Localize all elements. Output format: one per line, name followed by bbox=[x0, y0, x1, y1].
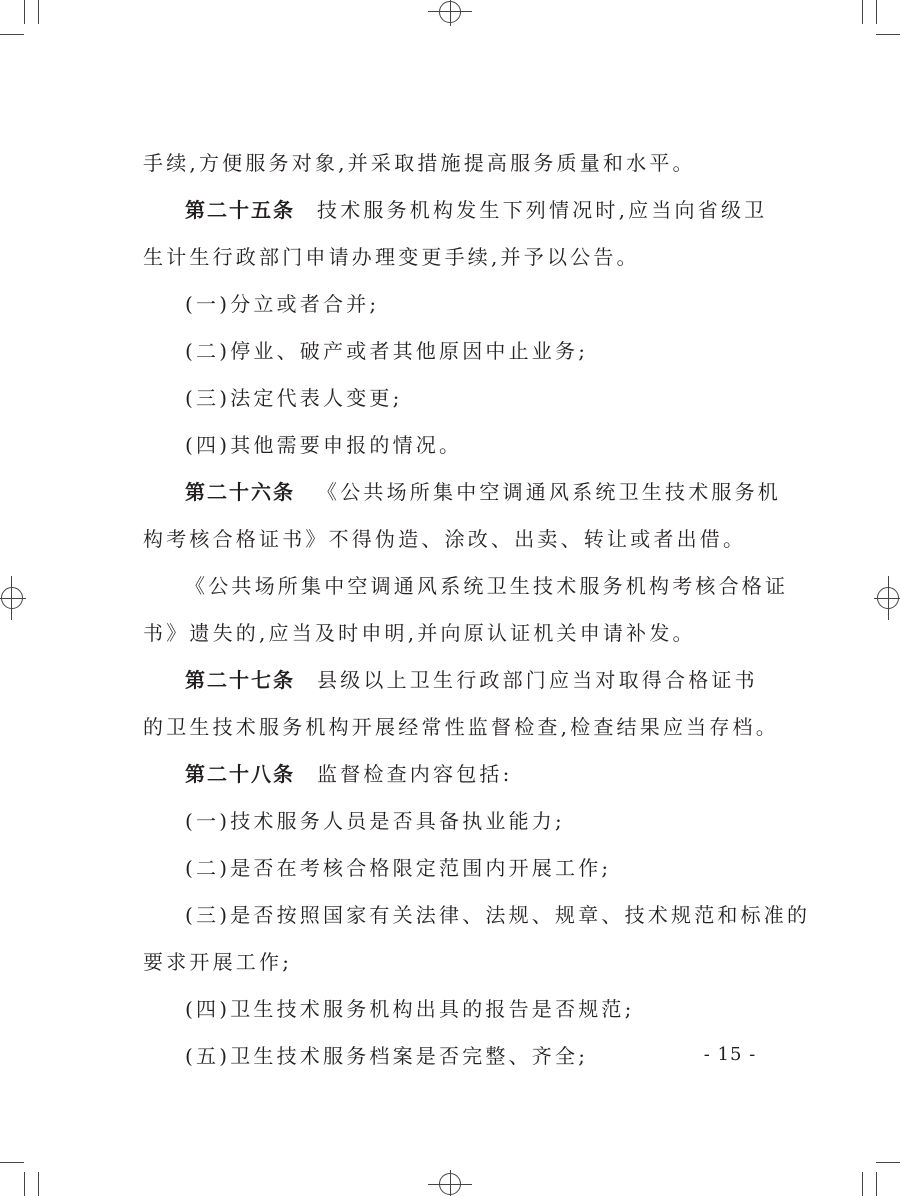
list-item: (一)技术服务人员是否具备执业能力; bbox=[185, 809, 565, 833]
list-item: (三)法定代表人变更; bbox=[185, 386, 403, 410]
text-line: 生计生行政部门申请办理变更手续,并予以公告。 bbox=[143, 245, 640, 269]
article-26-line bbox=[143, 469, 781, 516]
article-28-line bbox=[143, 751, 761, 798]
article-text: 技术服务机构发生下列情况时,应当向省级卫 bbox=[317, 198, 768, 222]
article-heading: 第二十七条 bbox=[185, 668, 295, 692]
list-item: (二)是否在考核合格限定范围内开展工作; bbox=[185, 856, 612, 880]
document-body bbox=[143, 140, 811, 1080]
list-item: (四)其他需要申报的情况。 bbox=[185, 433, 463, 457]
text-line: 构考核合格证书》不得伪造、涂改、出卖、转让或者出借。 bbox=[143, 527, 747, 551]
text-line: 的卫生技术服务机构开展经常性监督检查,检查结果应当存档。 bbox=[143, 715, 779, 739]
list-item: (三)是否按照国家有关法律、法规、规章、技术规范和标准的 bbox=[185, 903, 811, 927]
text-line: 《公共场所集中空调通风系统卫生技术服务机构考核合格证 bbox=[185, 574, 789, 598]
text-line: 书》遗失的,应当及时申明,并向原认证机关申请补发。 bbox=[143, 621, 696, 645]
article-text: 《公共场所集中空调通风系统卫生技术服务机 bbox=[317, 480, 781, 504]
article-text: 监督检查内容包括: bbox=[317, 762, 513, 786]
article-heading: 第二十八条 bbox=[185, 762, 295, 786]
text-line: 手续,方便服务对象,并采取措施提高服务质量和水平。 bbox=[143, 151, 696, 175]
article-heading: 第二十六条 bbox=[185, 480, 295, 504]
list-item: (四)卫生技术服务机构出具的报告是否规范; bbox=[185, 997, 635, 1021]
list-item: (二)停业、破产或者其他原因中止业务; bbox=[185, 339, 589, 363]
article-25-line bbox=[143, 187, 768, 234]
page-number: - 15 - bbox=[703, 1044, 757, 1065]
article-heading: 第二十五条 bbox=[185, 198, 295, 222]
list-item: (五)卫生技术服务档案是否完整、齐全; bbox=[185, 1044, 589, 1068]
article-text: 县级以上卫生行政部门应当对取得合格证书 bbox=[317, 668, 758, 692]
article-27-line bbox=[143, 657, 761, 704]
list-item: (一)分立或者合并; bbox=[185, 292, 380, 316]
text-line: 要求开展工作; bbox=[143, 950, 293, 974]
